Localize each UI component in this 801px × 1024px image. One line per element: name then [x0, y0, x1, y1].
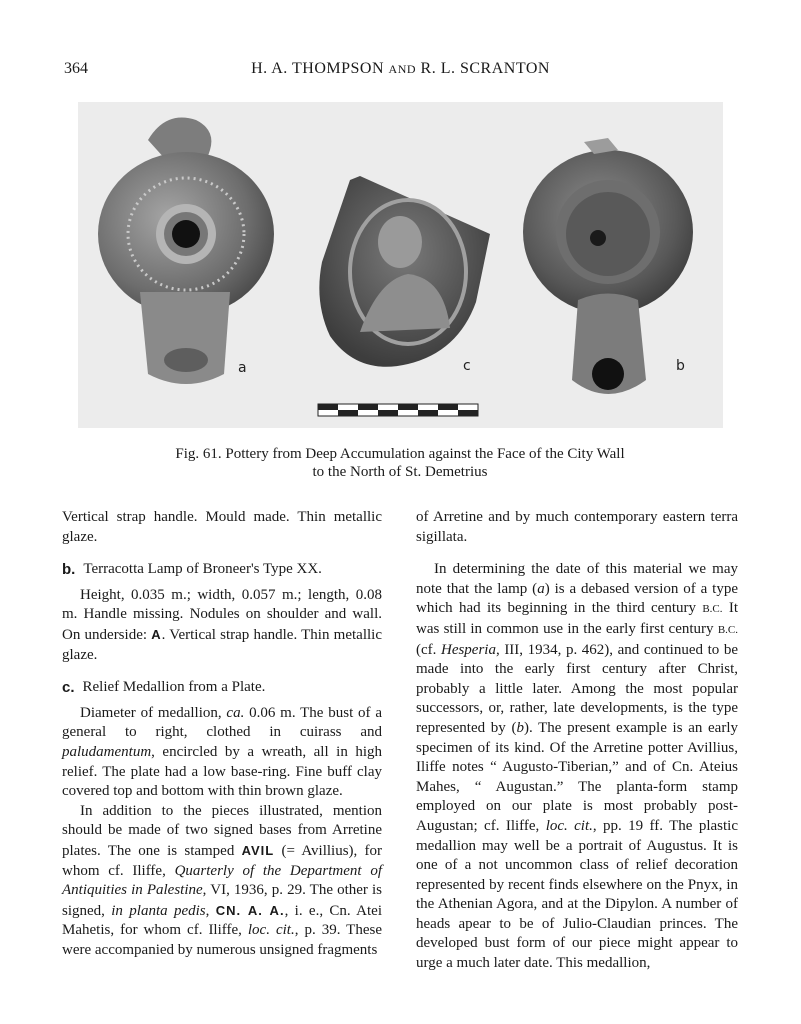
caption-line-2: to the North of St. Demetrius — [312, 464, 488, 480]
figure-label-c: c — [463, 358, 471, 374]
figure-label-b: b — [676, 358, 685, 374]
figure-photograph — [78, 102, 723, 428]
section-c-title: Relief Medallion from a Plate. — [82, 679, 266, 696]
paragraph-dating: In determining the date of this material we may note that the lamp (a) is a debased version of a type which had its beginning in the third century B.C. It was still in common use in the early first century B.C. (cf. Hesperia, III, 1934, p. 462), and continued to be made into the early first century after Christ, probably a little later. Among the most popular successors, or, rather, late developments, is the type represented by (b). The present example is an early specimen of its kind. Of the Arretine potter Avillius, Iliffe notes “ Augusto-Tiberian,” and of Cn. Ateius Mahes, “ Augustan.” The planta-form stamp employed on our plate is most probably post-Augustan; cf. Iliffe, loc. cit., pp. 19 ff. The plastic medallion may well be a portrait of Augustus. It is one of a not uncommon class of relief decoration represented by recent finds elsewhere on the Pnyx, in the Athenian Agora, and at the Dipylon. A number of heads apear to be of Julio-Claudian princes. The developed bust form of our piece might appear to urge a much later date. This medallion, — [416, 561, 738, 972]
page-number: 364 — [64, 60, 88, 77]
pottery-photo-svg — [78, 102, 723, 428]
section-c-heading — [62, 678, 382, 698]
scale-bar — [318, 404, 478, 416]
author-1: H. A. THOMPSON — [251, 60, 385, 77]
author-2: R. L. SCRANTON — [420, 60, 550, 77]
section-c-description: Diameter of medallion, ca. 0.06 m. The bust of a general to right, clothed in cuirass and paludamentum, encircled by a wreath, all in high relief. The plate had a low base-ring. Fine buff clay covered top and bottom with thin brown glaze. — [62, 704, 382, 800]
right-column — [416, 508, 738, 974]
section-b-description: Height, 0.035 m.; width, 0.057 m.; length, 0.08 m. Handle missing. Nodules on shoulder and wall. On underside: A. Vertical strap handle. Thin metallic glaze. — [62, 586, 382, 663]
caption-line-1: Fig. 61. Pottery from Deep Accumulation against the Face of the City Wall — [175, 446, 625, 462]
paragraph-signed-bases: In addition to the pieces illustrated, mention should be made of two signed bases from Arretine plates. The one is stamped AVIL (= Avillius), for whom cf. Iliffe, Quarterly of the Department of Antiquities in Palestine, VI, 1936, p. 29. The other is signed, in planta pedis, CN. A. A., i. e., Cn. Atei Mahetis, for whom cf. Iliffe, loc. cit., p. 39. These were accompanied by numerous unsigned fragments — [62, 802, 383, 958]
left-column — [62, 508, 382, 960]
section-b-heading — [62, 560, 382, 580]
figure-label-a: a — [238, 360, 247, 376]
section-b-label: b. — [62, 561, 76, 579]
header-and: AND — [388, 62, 417, 76]
figure-caption — [60, 445, 740, 481]
paragraph-handle: Vertical strap handle. Mould made. Thin metallic glaze. — [62, 509, 382, 545]
paragraph-arretine: of Arretine and by much contemporary eastern terra sigillata. — [416, 509, 738, 545]
section-c-label: c. — [62, 679, 75, 697]
running-header — [0, 60, 801, 78]
section-b-title: Terracotta Lamp of Broneer's Type XX. — [83, 561, 322, 578]
